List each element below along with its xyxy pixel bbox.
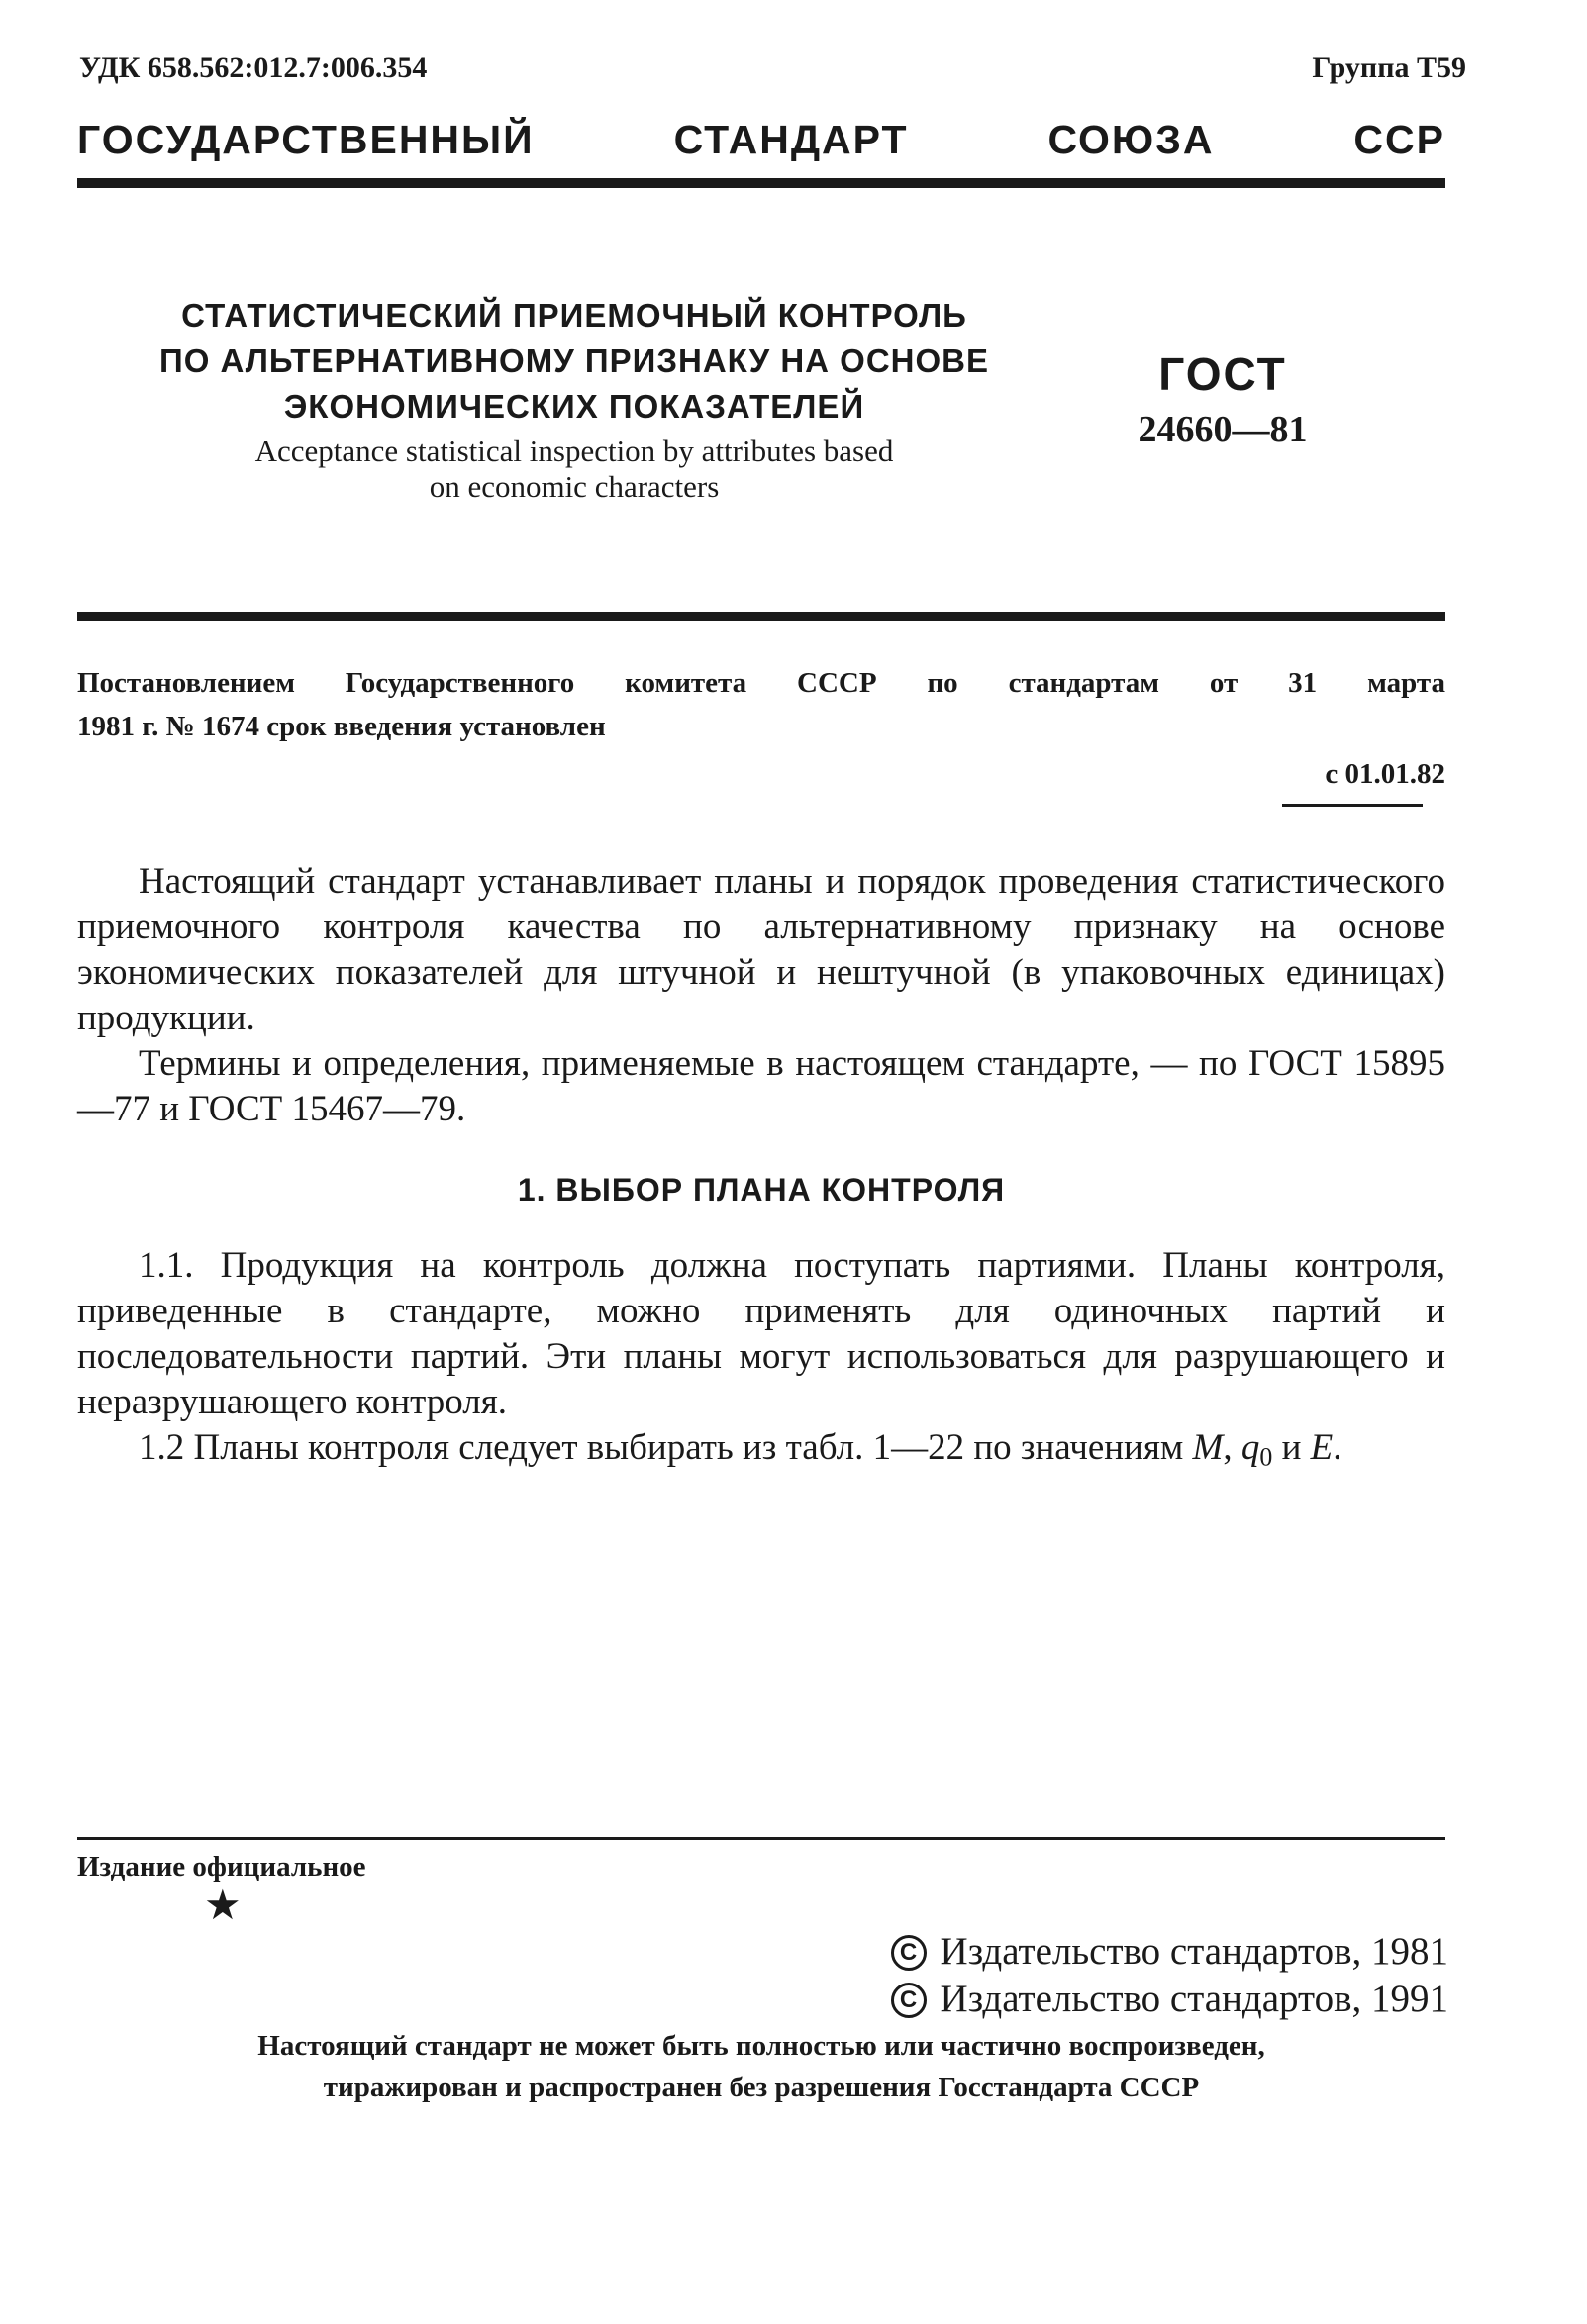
decree-line-1: Постановлением Государственного комитета СССР по стандартам от 31 марта <box>77 667 1445 699</box>
copyright-line-1991: C Издательство стандартов, 1991 <box>891 1976 1448 2023</box>
udk-code: УДК 658.562:012.7:006.354 <box>79 51 428 84</box>
title-rule <box>77 612 1445 621</box>
symbol-m: M <box>1192 1427 1224 1468</box>
reproduction-notice <box>77 2025 1445 2108</box>
title-block <box>89 293 1059 505</box>
paragraph-terms <box>77 1041 1445 1132</box>
state-standard-banner: ГОСУДАРСТВЕННЫЙ СТАНДАРТ СОЮЗА ССР <box>77 117 1445 162</box>
title-en-line: on economic characters <box>429 469 720 504</box>
title-ru-line: ПО АЛЬТЕРНАТИВНОМУ ПРИЗНАКУ НА ОСНОВЕ <box>158 342 990 379</box>
copyright-block <box>891 1928 1448 2023</box>
symbol-e: E <box>1310 1427 1334 1468</box>
official-edition-label: Издание официальное <box>77 1851 366 1883</box>
paragraph-1-1 <box>77 1243 1445 1425</box>
title-russian <box>89 293 1059 430</box>
introduction-date: с 01.01.82 <box>1325 758 1445 790</box>
notice-line: Настоящий стандарт не может быть полностью или частично воспроизведен, <box>257 2030 1265 2062</box>
section-heading: 1. ВЫБОР ПЛАНА КОНТРОЛЯ <box>517 1172 1006 1208</box>
notice-line: тиражирован и распространен без разрешения Госстандарта СССР <box>323 2072 1200 2103</box>
paragraph-text: 1.1. Продукция на контроль должна поступать партиями. Планы контроля, приведенные в стандарте, можно применять для одиночных партий и последовательности партий. Эти планы могут использоваться для разрушающего и неразрушающего контроля. <box>77 1245 1445 1422</box>
star-icon: ★ <box>204 1884 242 1929</box>
title-english <box>89 434 1059 505</box>
paragraph-text: 1.2 Планы контроля следует выбирать из табл. 1—22 по значениям <box>139 1427 1184 1468</box>
copyright-line-1981: C Издательство стандартов, 1981 <box>891 1928 1448 1976</box>
title-ru-line: ЭКОНОМИЧЕСКИХ ПОКАЗАТЕЛЕЙ <box>283 388 865 425</box>
gost-designation <box>1109 346 1337 457</box>
copyright-icon: C <box>891 1935 927 1971</box>
symbol-q0: $q_0$ <box>1240 1427 1273 1472</box>
conjunction-and: и <box>1281 1427 1302 1468</box>
group-code: Группа Т59 <box>1312 51 1466 84</box>
gost-number: 24660—81 <box>1138 409 1308 450</box>
paragraph-1-2: 1.2 Планы контроля следует выбирать из табл. 1—22 по значениям M, $q_0$ и E. <box>139 1427 1342 1472</box>
paragraph-scope <box>77 859 1445 1041</box>
decree-line-2: 1981 г. № 1674 срок введения установлен <box>77 711 606 742</box>
title-en-line: Acceptance statistical inspection by attributes based <box>254 434 894 468</box>
copyright-icon: C <box>891 1983 927 2018</box>
footer-rule <box>77 1837 1445 1840</box>
header-rule <box>77 178 1445 188</box>
title-ru-line: СТАТИСТИЧЕСКИЙ ПРИЕМОЧНЫЙ КОНТРОЛЬ <box>181 297 967 334</box>
paragraph-text: Настоящий стандарт устанавливает планы и порядок проведения статистического приемочного контроля качества по альтернативному признаку на основе экономических показателей для штучной и нештучной (в упаковочных единицах) продукции. <box>77 861 1445 1038</box>
paragraph-text: Термины и определения, применяемые в настоящем стандарте, — по ГОСТ 15895—77 и ГОСТ 15467—79. <box>77 1043 1445 1129</box>
gost-label: ГОСТ <box>1158 348 1287 400</box>
date-underline <box>1282 804 1423 807</box>
